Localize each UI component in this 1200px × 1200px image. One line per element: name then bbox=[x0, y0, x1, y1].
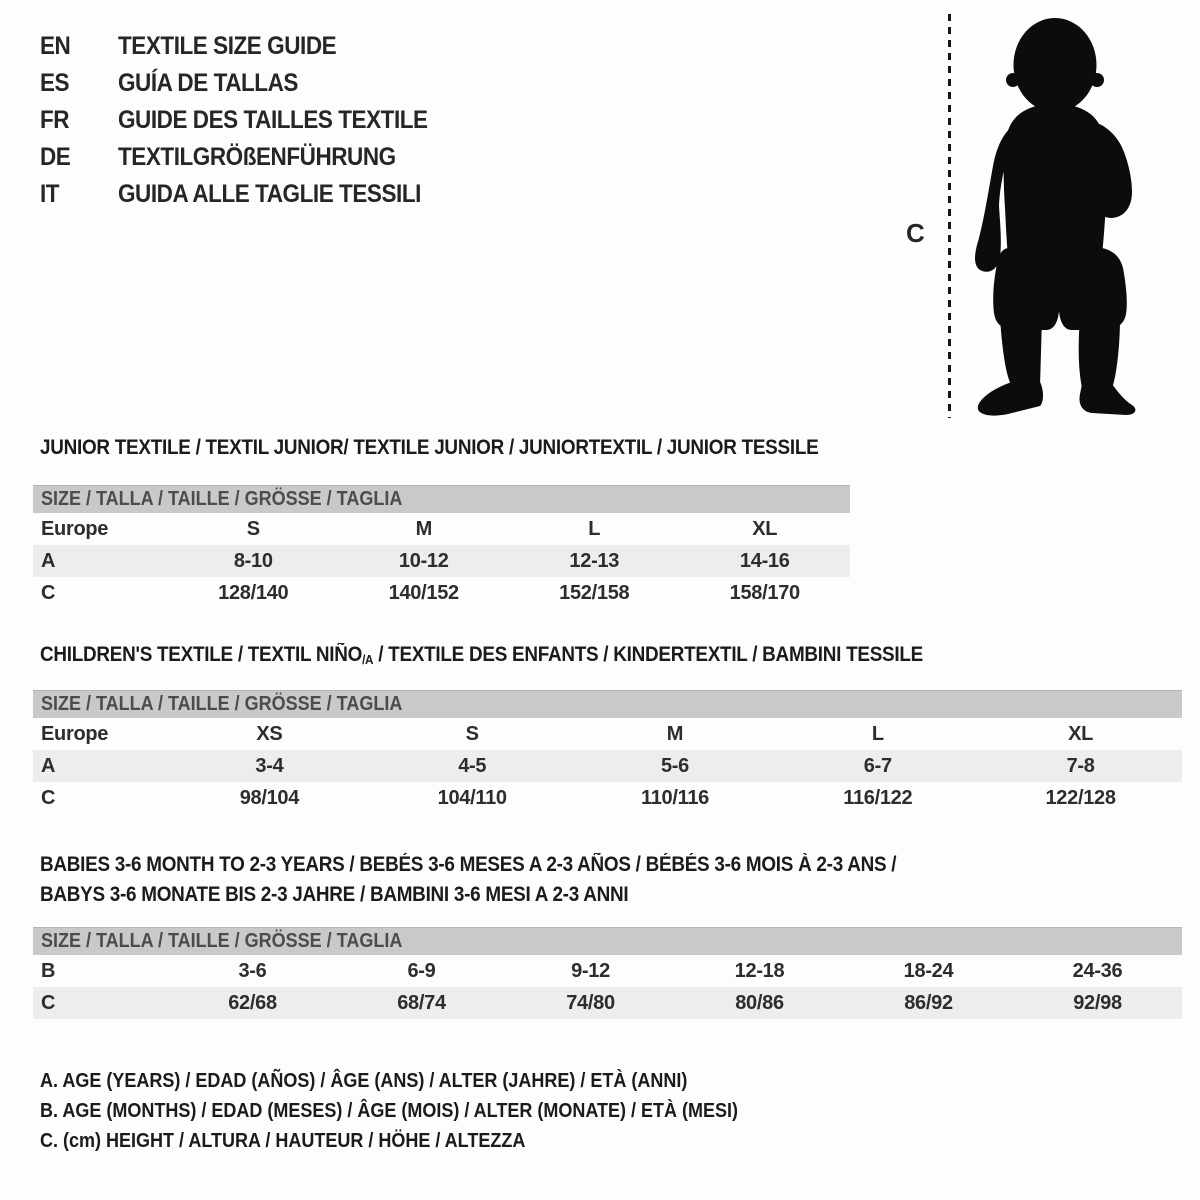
size-value-cell: 152/158 bbox=[559, 581, 630, 604]
size-column-header: S bbox=[465, 722, 479, 745]
junior-table-grid bbox=[33, 513, 850, 609]
size-value-cell: 6-9 bbox=[407, 959, 436, 982]
size-value-cell: 4-5 bbox=[458, 754, 487, 777]
list-item bbox=[40, 102, 462, 139]
size-value-cell: 128/140 bbox=[218, 581, 289, 604]
size-value-cell: 98/104 bbox=[239, 786, 300, 809]
size-column-header: M bbox=[415, 517, 432, 540]
table-row bbox=[33, 750, 1182, 782]
region-column-header: Europe bbox=[41, 722, 109, 745]
region-column-header: Europe bbox=[41, 517, 109, 540]
list-item bbox=[40, 65, 462, 102]
size-column-header: M bbox=[666, 722, 684, 745]
size-value-cell: 12-18 bbox=[734, 959, 785, 982]
size-value-cell: 6-7 bbox=[863, 754, 892, 777]
language-title: GUIDE DES TAILLES TEXTILE bbox=[118, 106, 428, 134]
babies-table-grid bbox=[33, 955, 1182, 1019]
language-title: GUIDA ALLE TAGLIE TESSILI bbox=[118, 180, 421, 208]
size-value-cell: 104/110 bbox=[437, 786, 507, 809]
language-title: TEXTILGRÖßENFÜHRUNG bbox=[118, 143, 396, 171]
size-value-cell: 80/86 bbox=[735, 991, 784, 1014]
size-value-cell: 110/116 bbox=[640, 786, 709, 809]
size-value-cell: 14-16 bbox=[739, 549, 790, 572]
babies-size-table bbox=[33, 927, 1182, 1019]
size-value-cell: 3-6 bbox=[238, 959, 267, 982]
size-value-cell: 3-4 bbox=[255, 754, 284, 777]
legend-line-c: C. (cm) HEIGHT / ALTURA / HAUTEUR / HÖHE / ALTEZZA bbox=[40, 1130, 526, 1152]
junior-size-table bbox=[33, 485, 850, 609]
babies-section-title-line1: BABIES 3-6 MONTH TO 2-3 YEARS / BEBÉS 3-6 MESES A 2-3 AÑOS / BÉBÉS 3-6 MOIS À 2-3 ANS / bbox=[40, 853, 897, 876]
language-code: ES bbox=[40, 69, 70, 97]
size-columns-row bbox=[33, 513, 850, 545]
height-dashed-line bbox=[948, 14, 951, 418]
size-column-header: XL bbox=[752, 517, 778, 540]
size-column-header: L bbox=[871, 722, 884, 745]
size-value-cell: 9-12 bbox=[571, 959, 610, 982]
row-label: C bbox=[41, 786, 56, 809]
size-value-cell: 86/92 bbox=[904, 991, 953, 1014]
list-item bbox=[40, 28, 462, 65]
language-code: FR bbox=[40, 106, 70, 134]
size-header-band: SIZE / TALLA / TAILLE / GRÖSSE / TAGLIA bbox=[33, 485, 850, 513]
language-code: DE bbox=[40, 143, 71, 171]
children-table-grid bbox=[33, 718, 1182, 814]
size-column-header: S bbox=[246, 517, 260, 540]
row-label: C bbox=[41, 581, 56, 604]
row-label: B bbox=[41, 959, 56, 982]
table-row bbox=[33, 577, 850, 609]
size-column-header: XL bbox=[1068, 722, 1094, 745]
language-title: GUÍA DE TALLAS bbox=[118, 69, 298, 97]
language-title: TEXTILE SIZE GUIDE bbox=[118, 32, 337, 60]
size-value-cell: 24-36 bbox=[1072, 959, 1123, 982]
legend-line-b: B. AGE (MONTHS) / EDAD (MESES) / ÂGE (MOIS) / ALTER (MONATE) / ETÀ (MESI) bbox=[40, 1100, 738, 1122]
toddler-silhouette-icon bbox=[960, 8, 1140, 423]
height-measure-label: C bbox=[906, 218, 925, 248]
list-item bbox=[40, 139, 462, 176]
children-size-table bbox=[33, 690, 1182, 814]
size-header-band: SIZE / TALLA / TAILLE / GRÖSSE / TAGLIA bbox=[33, 927, 1182, 955]
size-value-cell: 158/170 bbox=[729, 581, 800, 604]
language-code: IT bbox=[40, 180, 60, 208]
junior-section-title: JUNIOR TEXTILE / TEXTIL JUNIOR/ TEXTILE JUNIOR / JUNIORTEXTIL / JUNIOR TESSILE bbox=[40, 436, 819, 459]
language-title-list bbox=[40, 28, 462, 213]
size-value-cell: 5-6 bbox=[660, 754, 689, 777]
size-column-header: XS bbox=[256, 722, 283, 745]
table-row bbox=[33, 545, 850, 577]
table-row bbox=[33, 987, 1182, 1019]
children-section-title: CHILDREN'S TEXTILE / TEXTIL NIÑO/A / TEXTILE DES ENFANTS / KINDERTEXTIL / BAMBINI TESSILE bbox=[40, 643, 923, 667]
size-value-cell: 140/152 bbox=[388, 581, 459, 604]
language-code: EN bbox=[40, 32, 71, 60]
size-value-cell: 68/74 bbox=[397, 991, 446, 1014]
row-label: A bbox=[41, 754, 56, 777]
legend bbox=[40, 1070, 816, 1160]
size-value-cell: 116/122 bbox=[843, 786, 913, 809]
size-value-cell: 122/128 bbox=[1045, 786, 1116, 809]
table-row bbox=[33, 782, 1182, 814]
size-value-cell: 12-13 bbox=[569, 549, 620, 572]
size-value-cell: 62/68 bbox=[228, 991, 277, 1014]
size-value-cell: 74/80 bbox=[566, 991, 615, 1014]
size-value-cell: 18-24 bbox=[903, 959, 954, 982]
size-value-cell: 92/98 bbox=[1073, 991, 1122, 1014]
size-value-cell: 8-10 bbox=[233, 549, 273, 572]
nino-a-subscript: /A bbox=[362, 652, 374, 667]
size-value-cell: 7-8 bbox=[1066, 754, 1095, 777]
size-column-header: L bbox=[588, 517, 601, 540]
row-label: A bbox=[41, 549, 56, 572]
babies-section-title-line2: BABYS 3-6 MONATE BIS 2-3 JAHRE / BAMBINI 3-6 MESI A 2-3 ANNI bbox=[40, 883, 629, 906]
size-value-cell: 10-12 bbox=[398, 549, 449, 572]
size-header-band: SIZE / TALLA / TAILLE / GRÖSSE / TAGLIA bbox=[33, 690, 1182, 718]
table-row bbox=[33, 955, 1182, 987]
row-label: C bbox=[41, 991, 56, 1014]
list-item bbox=[40, 176, 462, 213]
size-columns-row bbox=[33, 718, 1182, 750]
legend-line-a: A. AGE (YEARS) / EDAD (AÑOS) / ÂGE (ANS) / ALTER (JAHRE) / ETÀ (ANNI) bbox=[40, 1070, 688, 1092]
